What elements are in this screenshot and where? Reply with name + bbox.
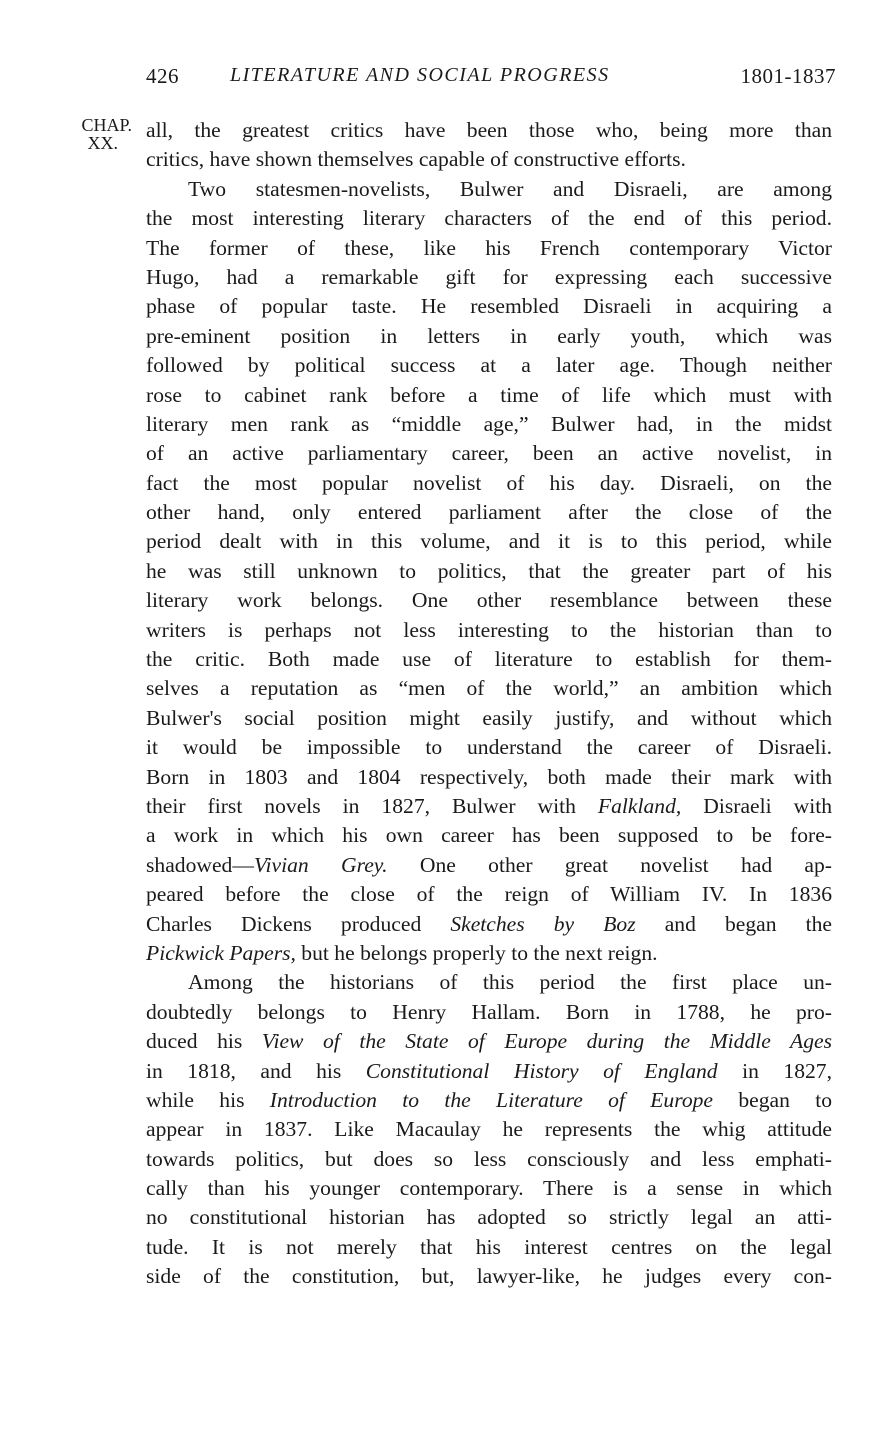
text-line: rose to cabinet rank before a time of life which must with: [146, 382, 832, 407]
text-segment: duced his: [146, 1029, 262, 1054]
running-head: [146, 60, 836, 94]
text-line: of an active parliamentary career, been an active novelist, in: [146, 441, 832, 466]
text-line: [146, 1027, 832, 1056]
body-text: [146, 116, 832, 1292]
text-segment: shadowed—: [146, 852, 254, 877]
text-line: selves a reputation as “men of the world,” an ambition which: [146, 676, 832, 701]
text-line: Hugo, had a remarkable gift for expressing each successive: [146, 264, 832, 289]
text-segment: Disraeli with: [681, 793, 832, 818]
text-line: literary men rank as “middle age,” Bulwer had, in the midst: [146, 411, 832, 436]
chapter-number: XX.: [87, 133, 118, 153]
text-line: no constitutional historian has adopted so strictly legal an atti-: [146, 1205, 832, 1230]
text-line: the most interesting literary characters of the end of this period.: [146, 206, 832, 231]
text-line: a work in which his own career has been supposed to be fore-: [146, 823, 832, 848]
text-line: doubtedly belongs to Henry Hallam. Born in 1788, he pro-: [146, 999, 832, 1024]
text-line: [146, 910, 832, 939]
text-line: period dealt with in this volume, and it is to this period, while: [146, 529, 832, 554]
paragraph-start-line: Among the historians of this period the first place un-: [188, 970, 832, 995]
text-line: [146, 792, 832, 821]
text-line: Bulwer's social position might easily justify, and without which: [146, 705, 832, 730]
text-segment: Charles Dickens produced: [146, 911, 451, 936]
text-line: critics, have shown themselves capable of constructive efforts.: [146, 147, 686, 172]
text-segment: their first novels in 1827, Bulwer with: [146, 793, 598, 818]
text-line: [146, 1057, 832, 1086]
book-title-pickwick-papers: Pickwick Papers,: [146, 940, 296, 965]
text-line: phase of popular taste. He resembled Disraeli in acquiring a: [146, 294, 832, 319]
text-line: peared before the close of the reign of William IV. In 1836: [146, 882, 832, 907]
text-line: literary work belongs. One other resemblance between these: [146, 588, 832, 613]
book-title-sketches-by-boz: Sketches by Boz: [450, 911, 636, 936]
book-title-falkland: Falkland,: [597, 793, 682, 818]
text-line: all, the greatest critics have been those who, being more than: [146, 118, 832, 142]
paragraph-start-line: Two statesmen-novelists, Bulwer and Disraeli, are among: [188, 176, 832, 201]
text-line: the critic. Both made use of literature to establish for them-: [146, 647, 832, 672]
book-title-constitutional-history: Constitutional History of England: [365, 1058, 718, 1083]
text-segment: and began the: [635, 911, 832, 936]
text-line: followed by political success at a later age. Though neither: [146, 353, 832, 378]
text-line: fact the most popular novelist of his day. Disraeli, on the: [146, 470, 832, 495]
text-segment: began to: [713, 1087, 832, 1112]
text-segment: in 1818, and his: [146, 1058, 366, 1083]
book-title-introduction-literature: Introduction to the Literature of Europe: [269, 1087, 714, 1112]
text-line: Born in 1803 and 1804 respectively, both made their mark with: [146, 764, 832, 789]
text-line: pre-eminent position in letters in early youth, which was: [146, 323, 832, 348]
page-number: 426: [146, 64, 179, 88]
text-line: it would be impossible to understand the career of Disraeli.: [146, 735, 832, 760]
book-title-vivian-grey: Vivian Grey.: [253, 852, 388, 877]
text-line: tude. It is not merely that his interest centres on the legal: [146, 1234, 832, 1259]
text-line: [146, 1086, 832, 1115]
text-segment: while his: [146, 1087, 270, 1112]
book-title-view-of-europe: View of the State of Europe during the Middle Ages: [261, 1029, 832, 1054]
text-line: he was still unknown to politics, that the greater part of his: [146, 558, 832, 583]
text-line: cally than his younger contemporary. There is a sense in which: [146, 1176, 832, 1201]
text-segment: One other great novelist had ap-: [387, 852, 832, 877]
chapter-label: CHAP.: [81, 115, 132, 135]
text-line: towards politics, but does so less consciously and less emphati-: [146, 1146, 832, 1171]
text-line: side of the constitution, but, lawyer-like, he judges every con-: [146, 1264, 832, 1289]
date-range: 1801-1837: [740, 64, 836, 88]
chapter-margin-note: [60, 116, 132, 152]
running-title: LITERATURE AND SOCIAL PROGRESS: [230, 64, 610, 86]
text-segment: in 1827,: [717, 1058, 832, 1083]
text-line: writers is perhaps not less interesting to the historian than to: [146, 617, 832, 642]
text-line: [146, 851, 832, 880]
text-line: The former of these, like his French contemporary Victor: [146, 235, 832, 260]
text-line: [146, 939, 832, 968]
text-segment: but he belongs properly to the next reign.: [295, 940, 658, 965]
text-line: appear in 1837. Like Macaulay he represents the whig attitude: [146, 1117, 832, 1142]
text-line: other hand, only entered parliament after the close of the: [146, 500, 832, 525]
